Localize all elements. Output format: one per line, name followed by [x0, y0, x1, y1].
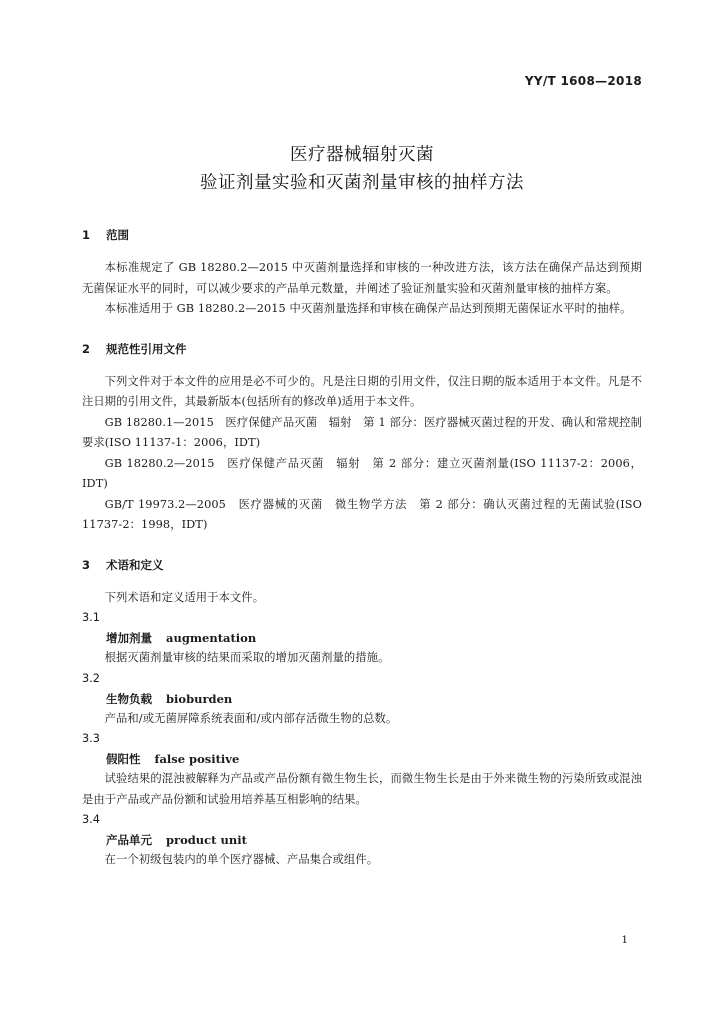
reference-entry: GB 18280.2—2015 医疗保健产品灭菌 辐射 第 2 部分：建立灭菌剂量(ISO 11137-2：2006，IDT)	[82, 456, 642, 490]
term-chinese: 产品单元	[106, 833, 152, 847]
term-english: augmentation	[166, 631, 257, 645]
term-definition: 在一个初级包装内的单个医疗器械、产品集合或组件。	[104, 853, 379, 866]
term-number: 3.2	[82, 671, 100, 685]
term-english: product unit	[166, 833, 247, 847]
term-english: false positive	[154, 752, 240, 766]
term-definition: 试验结果的混浊被解释为产品或产品份额有微生物生长，而微生物生长是由于外来微生物的污染所致或混浊是由于产品或产品份额和试验用培养基互相影响的结果。	[82, 772, 642, 806]
term-entry	[82, 830, 642, 850]
term-english: bioburden	[166, 691, 233, 706]
document-title-line-2: 验证剂量实验和灭菌剂量审核的抽样方法	[200, 173, 524, 193]
term-number: 3.4	[82, 813, 100, 826]
paragraph: 本标准规定了 GB 18280.2—2015 中灭菌剂量选择和审核的一种改进方法，该方法在确保产品达到预期无菌保证水平的同时，可以减少要求的产品单元数量，并阐述了验证剂量实验和灭菌剂量审核的抽样方案。	[82, 261, 642, 295]
term-entry	[82, 628, 642, 648]
term-chinese: 假阳性	[106, 752, 141, 766]
page-number: 1	[621, 934, 628, 946]
section-number: 2	[82, 341, 91, 356]
reference-entry: GB/T 19973.2—2005 医疗器械的灭菌 微生物学方法 第 2 部分：确认灭菌过程的无菌试验(ISO 11737-2：1998，IDT)	[82, 497, 642, 531]
document-title-line-1: 医疗器械辐射灭菌	[290, 145, 434, 165]
document-body	[82, 226, 642, 871]
section-heading-normative-references	[82, 340, 642, 358]
term-entry	[82, 749, 642, 769]
standard-number: YY/T 1608—2018	[524, 74, 642, 88]
section-title: 规范性引用文件	[106, 341, 187, 356]
section-heading-scope	[82, 226, 642, 244]
term-entry	[82, 689, 642, 709]
term-definition: 产品和/或无菌屏障系统表面和/或内部存活微生物的总数。	[104, 711, 398, 725]
reference-entry: GB 18280.1—2015 医疗保健产品灭菌 辐射 第 1 部分：医疗器械灭菌过程的开发、确认和常规控制要求(ISO 11137-1：2006，IDT)	[82, 415, 642, 449]
paragraph: 本标准适用于 GB 18280.2—2015 中灭菌剂量选择和审核在确保产品达到预期无菌保证水平时的抽样。	[104, 302, 632, 315]
term-chinese: 生物负载	[106, 691, 152, 706]
section-heading-terms-definitions	[82, 556, 642, 574]
section-title: 术语和定义	[106, 557, 164, 572]
paragraph: 下列术语和定义适用于本文件。	[104, 590, 265, 604]
term-definition: 根据灭菌剂量审核的结果而采取的增加灭菌剂量的措施。	[104, 651, 390, 664]
term-chinese: 增加剂量	[106, 631, 152, 645]
paragraph: 下列文件对于本文件的应用是必不可少的。凡是注日期的引用文件，仅注日期的版本适用于本文件。凡是不注日期的引用文件，其最新版本(包括所有的修改单)适用于本文件。	[82, 374, 642, 408]
section-title: 范围	[106, 228, 129, 242]
term-number: 3.3	[82, 732, 100, 745]
section-number: 3	[82, 557, 91, 572]
section-number: 1	[82, 228, 91, 242]
term-number: 3.1	[82, 611, 100, 624]
